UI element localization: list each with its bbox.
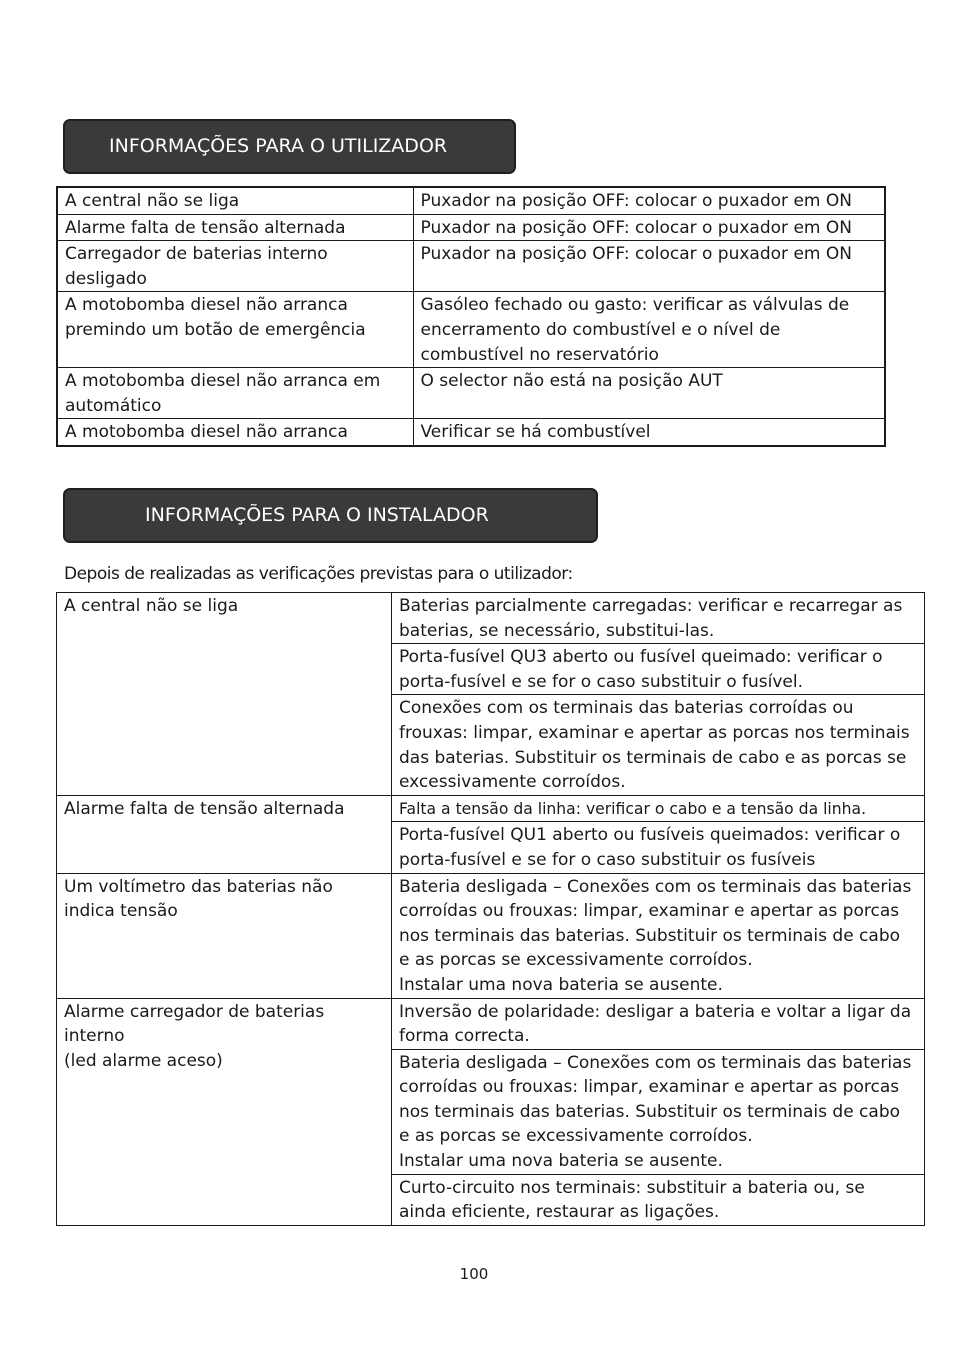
- table-row: [57, 998, 925, 1049]
- solution-cell: Falta a tensão da linha: verificar o cabo e a tensão da linha.: [392, 795, 925, 822]
- problem-cell: A motobomba diesel não arranca premindo um botão de emergência: [57, 292, 413, 368]
- problem-cell: A central não se liga: [57, 593, 392, 796]
- solution-cell: Puxador na posição OFF: colocar o puxador em ON: [413, 187, 885, 214]
- solution-cell: Bateria desligada – Conexões com os terminais das baterias corroídas ou frouxas: limpar, examinar e apertar as porcas nos terminais das baterias. Substituir os terminais de cabo e as porcas se excessivamente corroídos. Instalar uma nova bateria se ausente.: [392, 873, 925, 998]
- problem-cell: Um voltímetro das baterias não indica tensão: [57, 873, 392, 998]
- solution-cell: Porta-fusível QU3 aberto ou fusível queimado: verificar o porta-fusível e se for o caso substituir o fusível.: [392, 644, 925, 695]
- problem-cell: A motobomba diesel não arranca: [57, 419, 413, 446]
- table-row: [57, 187, 885, 214]
- solution-cell: Verificar se há combustível: [413, 419, 885, 446]
- problem-cell: A central não se liga: [57, 187, 413, 214]
- table-row: [57, 593, 925, 644]
- solution-cell: Porta-fusível QU1 aberto ou fusíveis queimados: verificar o porta-fusível e se for o caso substituir os fusíveis: [392, 822, 925, 873]
- solution-cell: Gasóleo fechado ou gasto: verificar as válvulas de encerramento do combustível e o nível de combustível no reservatório: [413, 292, 885, 368]
- solution-cell: Inversão de polaridade: desligar a bateria e voltar a ligar da forma correcta.: [392, 998, 925, 1049]
- installer-section-title-text: INFORMAÇÕES PARA O INSTALADOR: [145, 504, 489, 526]
- installer-troubleshooting-table: [56, 592, 925, 1226]
- user-section-title-text: INFORMAÇÕES PARA O UTILIZADOR: [109, 135, 448, 157]
- problem-cell: Alarme falta de tensão alternada: [57, 795, 392, 873]
- solution-cell: Puxador na posição OFF: colocar o puxador em ON: [413, 241, 885, 292]
- installer-section-title: [63, 488, 598, 543]
- solution-cell: Bateria desligada – Conexões com os terminais das baterias corroídas ou frouxas: limpar, examinar e apertar as porcas nos terminais das baterias. Substituir os terminais de cabo e as porcas se excessivamente corroídos. Instalar uma nova bateria se ausente.: [392, 1049, 925, 1174]
- page-number: 100: [459, 1265, 489, 1283]
- table-row: [57, 241, 885, 292]
- problem-cell: Alarme carregador de baterias interno (led alarme aceso): [57, 998, 392, 1225]
- solution-cell: Baterias parcialmente carregadas: verificar e recarregar as baterias, se necessário, substitui-las.: [392, 593, 925, 644]
- table-row: [57, 795, 925, 822]
- solution-cell: Curto-circuito nos terminais: substituir a bateria ou, se ainda eficiente, restaurar as ligações.: [392, 1174, 925, 1225]
- table-row: [57, 419, 885, 446]
- user-section-title: [63, 119, 516, 174]
- table-row: [57, 873, 925, 998]
- solution-cell: O selector não está na posição AUT: [413, 368, 885, 419]
- solution-cell: Conexões com os terminais das baterias corroídas ou frouxas: limpar, examinar e apertar as porcas nos terminais das baterias. Substituir os terminais de cabo e as porcas se excessivamente corroídos.: [392, 695, 925, 795]
- problem-cell: Alarme falta de tensão alternada: [57, 214, 413, 241]
- installer-intro-text: Depois de realizadas as verificações previstas para o utilizador:: [64, 564, 573, 584]
- user-troubleshooting-table: [56, 186, 886, 447]
- table-row: [57, 214, 885, 241]
- solution-cell: Puxador na posição OFF: colocar o puxador em ON: [413, 214, 885, 241]
- problem-cell: A motobomba diesel não arranca em automático: [57, 368, 413, 419]
- table-row: [57, 368, 885, 419]
- problem-cell: Carregador de baterias interno desligado: [57, 241, 413, 292]
- table-row: [57, 292, 885, 368]
